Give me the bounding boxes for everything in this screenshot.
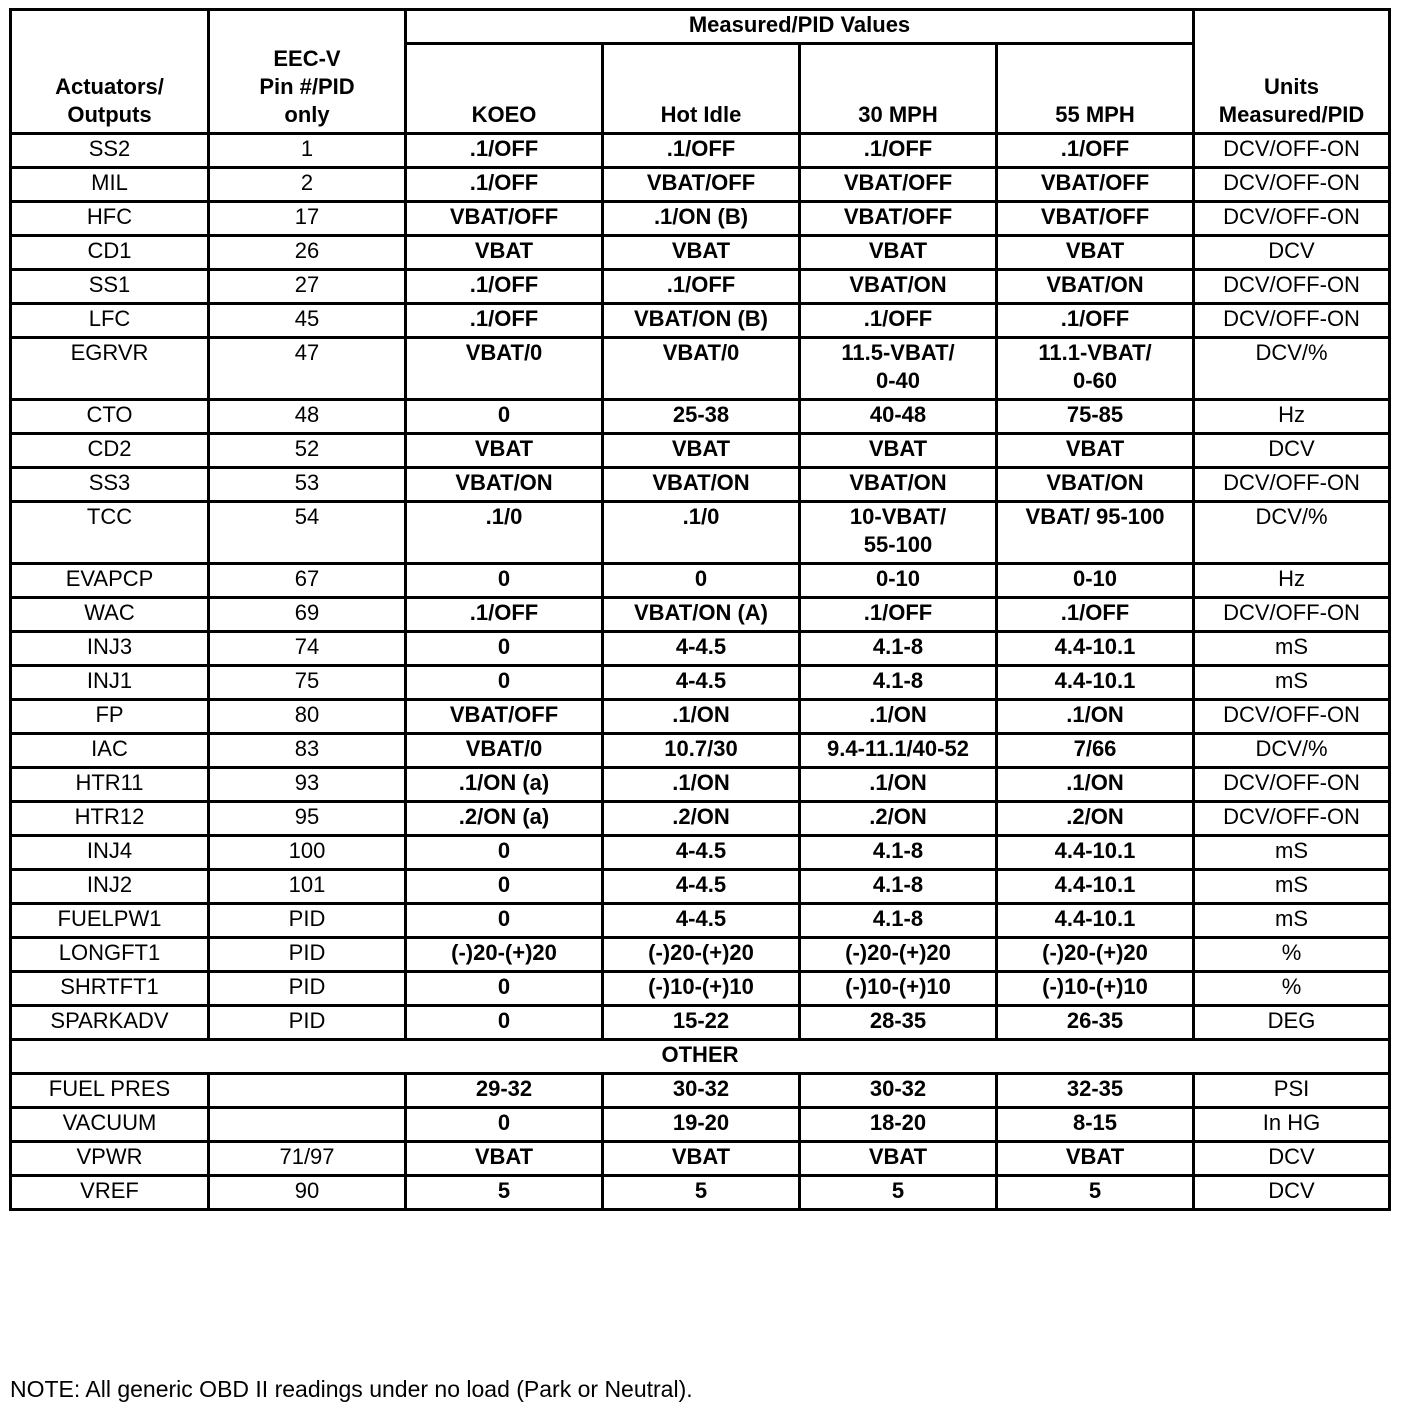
pin-cell: 74 — [209, 632, 406, 666]
table-row — [11, 1074, 1390, 1108]
pin-cell: 2 — [209, 168, 406, 202]
hot-idle-value: 0 — [603, 564, 800, 598]
actuator-name: FUELPW1 — [11, 904, 209, 938]
actuator-name: INJ3 — [11, 632, 209, 666]
section-row — [11, 1040, 1390, 1074]
units-cell: mS — [1194, 904, 1390, 938]
hot-idle-value: 25-38 — [603, 400, 800, 434]
hot-idle-value: 15-22 — [603, 1006, 800, 1040]
mph30-value: .1/ON — [800, 700, 997, 734]
koeo-value: .1/OFF — [406, 168, 603, 202]
pin-cell: 80 — [209, 700, 406, 734]
mph55-value: .2/ON — [997, 802, 1194, 836]
actuator-name: IAC — [11, 734, 209, 768]
table-row — [11, 802, 1390, 836]
section-other-label: OTHER — [11, 1040, 1390, 1074]
actuator-name: WAC — [11, 598, 209, 632]
koeo-value: 0 — [406, 836, 603, 870]
hot-idle-value: .1/ON (B) — [603, 202, 800, 236]
koeo-value: .1/0 — [406, 502, 603, 564]
hot-idle-value: VBAT — [603, 1142, 800, 1176]
koeo-value: 0 — [406, 1006, 603, 1040]
koeo-value: 0 — [406, 904, 603, 938]
units-cell: DCV/OFF-ON — [1194, 598, 1390, 632]
actuator-name: TCC — [11, 502, 209, 564]
hot-idle-value: VBAT — [603, 434, 800, 468]
actuator-name: FUEL PRES — [11, 1074, 209, 1108]
actuator-name: LFC — [11, 304, 209, 338]
mph55-value: 4.4-10.1 — [997, 836, 1194, 870]
table-row — [11, 1176, 1390, 1210]
koeo-value: 29-32 — [406, 1074, 603, 1108]
koeo-value: 5 — [406, 1176, 603, 1210]
pin-cell: 1 — [209, 134, 406, 168]
units-cell: DCV/OFF-ON — [1194, 304, 1390, 338]
koeo-value: VBAT/OFF — [406, 700, 603, 734]
mph55-value: VBAT — [997, 1142, 1194, 1176]
pin-cell: PID — [209, 904, 406, 938]
table-row — [11, 598, 1390, 632]
hot-idle-value: .1/OFF — [603, 134, 800, 168]
mph55-value: 4.4-10.1 — [997, 666, 1194, 700]
koeo-value: 0 — [406, 666, 603, 700]
pin-cell: 47 — [209, 338, 406, 400]
koeo-value: VBAT/ON — [406, 468, 603, 502]
pin-cell: 100 — [209, 836, 406, 870]
pin-cell: 54 — [209, 502, 406, 564]
actuator-name: CTO — [11, 400, 209, 434]
pin-cell: PID — [209, 938, 406, 972]
pin-cell — [209, 1108, 406, 1142]
header-actuators: Actuators/ Outputs — [11, 10, 209, 134]
pin-cell: 67 — [209, 564, 406, 598]
actuator-name: EVAPCP — [11, 564, 209, 598]
header-hot-idle: Hot Idle — [603, 44, 800, 134]
mph55-value: 26-35 — [997, 1006, 1194, 1040]
mph30-value: 10-VBAT/ 55-100 — [800, 502, 997, 564]
mph30-value: 4.1-8 — [800, 666, 997, 700]
pin-cell: 48 — [209, 400, 406, 434]
pin-cell: 17 — [209, 202, 406, 236]
header-units: Units Measured/PID — [1194, 10, 1390, 134]
units-cell: DCV/OFF-ON — [1194, 768, 1390, 802]
mph30-value: .1/OFF — [800, 134, 997, 168]
mph30-value: 40-48 — [800, 400, 997, 434]
table-row — [11, 938, 1390, 972]
actuator-name: SHRTFT1 — [11, 972, 209, 1006]
table-row — [11, 270, 1390, 304]
actuator-name: FP — [11, 700, 209, 734]
table-row — [11, 468, 1390, 502]
mph55-value: VBAT/ 95-100 — [997, 502, 1194, 564]
koeo-value: 0 — [406, 632, 603, 666]
pin-cell: 26 — [209, 236, 406, 270]
mph30-value: 11.5-VBAT/ 0-40 — [800, 338, 997, 400]
mph55-value: (-)10-(+)10 — [997, 972, 1194, 1006]
actuator-name: SS1 — [11, 270, 209, 304]
mph30-value: VBAT — [800, 1142, 997, 1176]
units-cell: Hz — [1194, 400, 1390, 434]
hot-idle-value: VBAT — [603, 236, 800, 270]
koeo-value: .1/OFF — [406, 304, 603, 338]
hot-idle-value: 19-20 — [603, 1108, 800, 1142]
table-row — [11, 734, 1390, 768]
mph30-value: 4.1-8 — [800, 904, 997, 938]
table-row — [11, 304, 1390, 338]
units-cell: DCV/OFF-ON — [1194, 802, 1390, 836]
table-row — [11, 904, 1390, 938]
mph55-value: VBAT/ON — [997, 468, 1194, 502]
mph30-value: VBAT — [800, 434, 997, 468]
koeo-value: VBAT — [406, 434, 603, 468]
header-30mph: 30 MPH — [800, 44, 997, 134]
mph55-value: .1/OFF — [997, 134, 1194, 168]
actuator-name: INJ2 — [11, 870, 209, 904]
pin-cell: 83 — [209, 734, 406, 768]
units-cell: mS — [1194, 836, 1390, 870]
mph55-value: 0-10 — [997, 564, 1194, 598]
koeo-value: (-)20-(+)20 — [406, 938, 603, 972]
mph30-value: VBAT — [800, 236, 997, 270]
mph55-value: .1/ON — [997, 700, 1194, 734]
mph30-value: 9.4-11.1/40-52 — [800, 734, 997, 768]
hot-idle-value: .1/ON — [603, 700, 800, 734]
units-cell: DCV/OFF-ON — [1194, 202, 1390, 236]
table-row — [11, 1108, 1390, 1142]
hot-idle-value: .1/ON — [603, 768, 800, 802]
units-cell: In HG — [1194, 1108, 1390, 1142]
pin-cell: 69 — [209, 598, 406, 632]
mph30-value: VBAT/OFF — [800, 168, 997, 202]
actuator-name: VPWR — [11, 1142, 209, 1176]
units-cell: mS — [1194, 632, 1390, 666]
table-row — [11, 434, 1390, 468]
mph55-value: .1/ON — [997, 768, 1194, 802]
units-cell: mS — [1194, 666, 1390, 700]
table-row — [11, 666, 1390, 700]
mph55-value: VBAT/OFF — [997, 202, 1194, 236]
hot-idle-value: VBAT/ON (A) — [603, 598, 800, 632]
units-cell: DCV/OFF-ON — [1194, 700, 1390, 734]
table-row — [11, 338, 1390, 400]
mph55-value: 4.4-10.1 — [997, 904, 1194, 938]
mph30-value: 18-20 — [800, 1108, 997, 1142]
actuator-name: HTR11 — [11, 768, 209, 802]
pin-cell: 45 — [209, 304, 406, 338]
table-row — [11, 1006, 1390, 1040]
koeo-value: VBAT — [406, 236, 603, 270]
pin-cell: PID — [209, 1006, 406, 1040]
mph30-value: 28-35 — [800, 1006, 997, 1040]
koeo-value: VBAT/0 — [406, 338, 603, 400]
actuator-name: LONGFT1 — [11, 938, 209, 972]
hot-idle-value: VBAT/ON — [603, 468, 800, 502]
mph55-value: VBAT — [997, 236, 1194, 270]
header-pin: EEC-V Pin #/PID only — [209, 10, 406, 134]
mph55-value: 4.4-10.1 — [997, 632, 1194, 666]
actuator-name: VREF — [11, 1176, 209, 1210]
hot-idle-value: 30-32 — [603, 1074, 800, 1108]
hot-idle-value: 4-4.5 — [603, 904, 800, 938]
table-row — [11, 972, 1390, 1006]
mph30-value: .1/OFF — [800, 598, 997, 632]
table-row — [11, 768, 1390, 802]
table-row — [11, 564, 1390, 598]
koeo-value: VBAT/0 — [406, 734, 603, 768]
pin-cell: 52 — [209, 434, 406, 468]
actuator-name: SPARKADV — [11, 1006, 209, 1040]
table-row — [11, 168, 1390, 202]
mph55-value: 11.1-VBAT/ 0-60 — [997, 338, 1194, 400]
pin-cell — [209, 1074, 406, 1108]
pin-cell: 53 — [209, 468, 406, 502]
pin-cell: 101 — [209, 870, 406, 904]
pin-cell: 27 — [209, 270, 406, 304]
table-row — [11, 870, 1390, 904]
hot-idle-value: 4-4.5 — [603, 836, 800, 870]
hot-idle-value: 5 — [603, 1176, 800, 1210]
table-row — [11, 236, 1390, 270]
actuator-name: EGRVR — [11, 338, 209, 400]
units-cell: DCV — [1194, 1176, 1390, 1210]
koeo-value: .1/ON (a) — [406, 768, 603, 802]
mph30-value: (-)20-(+)20 — [800, 938, 997, 972]
units-cell: DCV/% — [1194, 502, 1390, 564]
actuator-name: SS2 — [11, 134, 209, 168]
hot-idle-value: VBAT/ON (B) — [603, 304, 800, 338]
table-row — [11, 202, 1390, 236]
hot-idle-value: 4-4.5 — [603, 666, 800, 700]
actuator-name: CD2 — [11, 434, 209, 468]
koeo-value: 0 — [406, 400, 603, 434]
units-cell: Hz — [1194, 564, 1390, 598]
koeo-value: VBAT/OFF — [406, 202, 603, 236]
mph55-value: VBAT — [997, 434, 1194, 468]
hot-idle-value: (-)20-(+)20 — [603, 938, 800, 972]
header-koeo: KOEO — [406, 44, 603, 134]
mph55-value: 4.4-10.1 — [997, 870, 1194, 904]
actuator-name: INJ4 — [11, 836, 209, 870]
units-cell: DEG — [1194, 1006, 1390, 1040]
hot-idle-value: 10.7/30 — [603, 734, 800, 768]
pid-values-table — [9, 8, 1391, 1211]
mph55-value: 75-85 — [997, 400, 1194, 434]
units-cell: DCV/OFF-ON — [1194, 468, 1390, 502]
units-cell: % — [1194, 972, 1390, 1006]
koeo-value: VBAT — [406, 1142, 603, 1176]
units-cell: DCV/% — [1194, 734, 1390, 768]
table-row — [11, 502, 1390, 564]
mph30-value: 5 — [800, 1176, 997, 1210]
hot-idle-value: VBAT/0 — [603, 338, 800, 400]
hot-idle-value: 4-4.5 — [603, 632, 800, 666]
mph30-value: 4.1-8 — [800, 870, 997, 904]
actuator-name: INJ1 — [11, 666, 209, 700]
units-cell: % — [1194, 938, 1390, 972]
koeo-value: .1/OFF — [406, 134, 603, 168]
pin-cell: PID — [209, 972, 406, 1006]
koeo-value: 0 — [406, 564, 603, 598]
actuator-name: SS3 — [11, 468, 209, 502]
units-cell: DCV — [1194, 434, 1390, 468]
mph30-value: VBAT/OFF — [800, 202, 997, 236]
header-55mph: 55 MPH — [997, 44, 1194, 134]
mph55-value: .1/OFF — [997, 304, 1194, 338]
table-row — [11, 632, 1390, 666]
mph55-value: .1/OFF — [997, 598, 1194, 632]
footnote: NOTE: All generic OBD II readings under no load (Park or Neutral). — [10, 1376, 693, 1402]
actuator-name: HTR12 — [11, 802, 209, 836]
units-cell: DCV/OFF-ON — [1194, 168, 1390, 202]
table-row — [11, 1142, 1390, 1176]
mph55-value: (-)20-(+)20 — [997, 938, 1194, 972]
hot-idle-value: .1/0 — [603, 502, 800, 564]
mph30-value: 4.1-8 — [800, 836, 997, 870]
mph55-value: 5 — [997, 1176, 1194, 1210]
mph30-value: .2/ON — [800, 802, 997, 836]
actuator-name: CD1 — [11, 236, 209, 270]
koeo-value: .1/OFF — [406, 270, 603, 304]
hot-idle-value: .2/ON — [603, 802, 800, 836]
header-measured-group: Measured/PID Values — [406, 10, 1194, 44]
koeo-value: .1/OFF — [406, 598, 603, 632]
actuator-name: VACUUM — [11, 1108, 209, 1142]
mph30-value: (-)10-(+)10 — [800, 972, 997, 1006]
mph30-value: .1/OFF — [800, 304, 997, 338]
units-cell: mS — [1194, 870, 1390, 904]
pin-cell: 90 — [209, 1176, 406, 1210]
hot-idle-value: (-)10-(+)10 — [603, 972, 800, 1006]
pin-cell: 71/97 — [209, 1142, 406, 1176]
mph30-value: VBAT/ON — [800, 468, 997, 502]
hot-idle-value: VBAT/OFF — [603, 168, 800, 202]
pin-cell: 75 — [209, 666, 406, 700]
mph30-value: 30-32 — [800, 1074, 997, 1108]
koeo-value: .2/ON (a) — [406, 802, 603, 836]
hot-idle-value: 4-4.5 — [603, 870, 800, 904]
mph55-value: VBAT/OFF — [997, 168, 1194, 202]
koeo-value: 0 — [406, 870, 603, 904]
pin-cell: 93 — [209, 768, 406, 802]
mph55-value: VBAT/ON — [997, 270, 1194, 304]
koeo-value: 0 — [406, 1108, 603, 1142]
pin-cell: 95 — [209, 802, 406, 836]
table-row — [11, 700, 1390, 734]
mph55-value: 32-35 — [997, 1074, 1194, 1108]
hot-idle-value: .1/OFF — [603, 270, 800, 304]
table-row — [11, 400, 1390, 434]
actuator-name: HFC — [11, 202, 209, 236]
units-cell: DCV — [1194, 236, 1390, 270]
koeo-value: 0 — [406, 972, 603, 1006]
table-row — [11, 836, 1390, 870]
mph55-value: 7/66 — [997, 734, 1194, 768]
units-cell: DCV/OFF-ON — [1194, 270, 1390, 304]
units-cell: DCV — [1194, 1142, 1390, 1176]
units-cell: DCV/% — [1194, 338, 1390, 400]
units-cell: PSI — [1194, 1074, 1390, 1108]
mph30-value: .1/ON — [800, 768, 997, 802]
mph30-value: 0-10 — [800, 564, 997, 598]
mph30-value: VBAT/ON — [800, 270, 997, 304]
actuator-name: MIL — [11, 168, 209, 202]
mph55-value: 8-15 — [997, 1108, 1194, 1142]
table-row — [11, 134, 1390, 168]
mph30-value: 4.1-8 — [800, 632, 997, 666]
units-cell: DCV/OFF-ON — [1194, 134, 1390, 168]
